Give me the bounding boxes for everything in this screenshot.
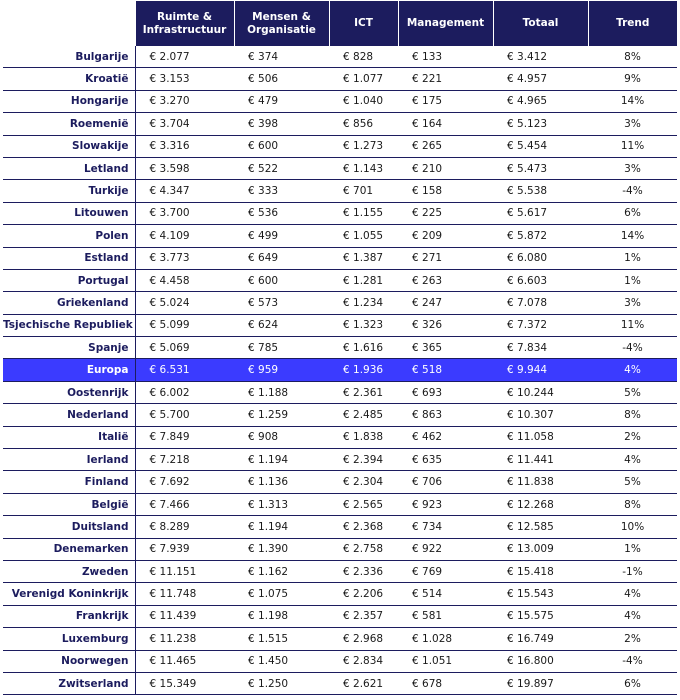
cell-management: € 164 — [398, 113, 493, 135]
cell-ict: € 2.565 — [329, 493, 398, 515]
table-row — [3, 46, 677, 68]
row-country: Ierland — [3, 449, 135, 471]
cell-ict: € 1.323 — [329, 314, 398, 336]
cell-management: € 175 — [398, 90, 493, 112]
cell-trend: 8% — [588, 46, 677, 68]
cell-ruimte: € 4.347 — [135, 180, 234, 202]
cell-mensen: € 499 — [234, 225, 329, 247]
cell-ict: € 701 — [329, 180, 398, 202]
table-row — [3, 359, 677, 381]
row-country: Turkije — [3, 180, 135, 202]
cell-mensen: € 1.390 — [234, 538, 329, 560]
cell-trend: -4% — [588, 180, 677, 202]
row-country: Estland — [3, 247, 135, 269]
table-row — [3, 605, 677, 627]
cell-mensen: € 624 — [234, 314, 329, 336]
table-row — [3, 68, 677, 90]
cell-totaal: € 9.944 — [493, 359, 588, 381]
cell-mensen: € 1.515 — [234, 628, 329, 650]
cell-mensen: € 649 — [234, 247, 329, 269]
cell-mensen: € 522 — [234, 157, 329, 179]
cell-mensen: € 573 — [234, 292, 329, 314]
cell-mensen: € 600 — [234, 269, 329, 291]
header-country — [3, 1, 135, 46]
table-row — [3, 650, 677, 672]
row-country: Finland — [3, 471, 135, 493]
cell-ruimte: € 15.349 — [135, 672, 234, 694]
row-country: Litouwen — [3, 202, 135, 224]
cell-trend: 1% — [588, 247, 677, 269]
table-row — [3, 113, 677, 135]
row-country: Zweden — [3, 560, 135, 582]
header-trend: Trend — [588, 1, 677, 46]
cell-ruimte: € 11.151 — [135, 560, 234, 582]
cell-ict: € 2.394 — [329, 449, 398, 471]
cell-management: € 225 — [398, 202, 493, 224]
cell-management: € 769 — [398, 560, 493, 582]
cell-ruimte: € 6.531 — [135, 359, 234, 381]
table-row — [3, 538, 677, 560]
row-country: Hongarije — [3, 90, 135, 112]
cell-ruimte: € 4.458 — [135, 269, 234, 291]
row-country: Noorwegen — [3, 650, 135, 672]
cell-management: € 1.051 — [398, 650, 493, 672]
cell-trend: 4% — [588, 605, 677, 627]
cell-ict: € 856 — [329, 113, 398, 135]
row-country: Tsjechische Republiek — [3, 314, 135, 336]
cell-management: € 271 — [398, 247, 493, 269]
cell-mensen: € 479 — [234, 90, 329, 112]
cell-trend: 3% — [588, 292, 677, 314]
cell-ruimte: € 7.939 — [135, 538, 234, 560]
row-country: België — [3, 493, 135, 515]
cell-totaal: € 15.575 — [493, 605, 588, 627]
cell-trend: 11% — [588, 135, 677, 157]
cell-ict: € 2.621 — [329, 672, 398, 694]
header-totaal: Totaal — [493, 1, 588, 46]
cell-ruimte: € 3.598 — [135, 157, 234, 179]
cell-ruimte: € 11.748 — [135, 583, 234, 605]
cell-ruimte: € 7.466 — [135, 493, 234, 515]
cell-trend: 5% — [588, 381, 677, 403]
row-country: Griekenland — [3, 292, 135, 314]
table-row — [3, 292, 677, 314]
row-country: Nederland — [3, 404, 135, 426]
cell-mensen: € 398 — [234, 113, 329, 135]
cell-totaal: € 15.543 — [493, 583, 588, 605]
cell-management: € 863 — [398, 404, 493, 426]
cell-ict: € 1.077 — [329, 68, 398, 90]
cell-mensen: € 785 — [234, 337, 329, 359]
table-header — [3, 1, 677, 46]
row-country: Italië — [3, 426, 135, 448]
row-country: Bulgarije — [3, 46, 135, 68]
row-country: Denemarken — [3, 538, 135, 560]
row-country: Roemenië — [3, 113, 135, 135]
cell-management: € 922 — [398, 538, 493, 560]
cell-mensen: € 1.136 — [234, 471, 329, 493]
cell-mensen: € 1.194 — [234, 449, 329, 471]
cell-totaal: € 5.454 — [493, 135, 588, 157]
cell-mensen: € 536 — [234, 202, 329, 224]
cell-totaal: € 10.307 — [493, 404, 588, 426]
table-row — [3, 314, 677, 336]
cell-ict: € 2.368 — [329, 516, 398, 538]
table-row — [3, 672, 677, 694]
cell-totaal: € 15.418 — [493, 560, 588, 582]
cell-mensen: € 959 — [234, 359, 329, 381]
table-row — [3, 426, 677, 448]
cell-ict: € 1.234 — [329, 292, 398, 314]
cell-ict: € 1.936 — [329, 359, 398, 381]
cell-totaal: € 11.058 — [493, 426, 588, 448]
cell-ruimte: € 5.069 — [135, 337, 234, 359]
cell-ruimte: € 11.439 — [135, 605, 234, 627]
cell-ict: € 2.834 — [329, 650, 398, 672]
cell-totaal: € 7.372 — [493, 314, 588, 336]
table-row — [3, 449, 677, 471]
cell-mensen: € 1.188 — [234, 381, 329, 403]
table-row — [3, 583, 677, 605]
cell-trend: 2% — [588, 426, 677, 448]
cell-totaal: € 12.585 — [493, 516, 588, 538]
cell-trend: 6% — [588, 672, 677, 694]
row-country: Oostenrijk — [3, 381, 135, 403]
header-mensen: Mensen & Organisatie — [234, 1, 329, 46]
cell-ict: € 1.387 — [329, 247, 398, 269]
row-country: Kroatië — [3, 68, 135, 90]
cell-trend: 4% — [588, 449, 677, 471]
cell-ruimte: € 5.024 — [135, 292, 234, 314]
cell-trend: 8% — [588, 493, 677, 515]
cell-ict: € 2.758 — [329, 538, 398, 560]
cell-trend: 9% — [588, 68, 677, 90]
cell-ict: € 2.361 — [329, 381, 398, 403]
cell-management: € 514 — [398, 583, 493, 605]
cell-trend: 2% — [588, 628, 677, 650]
cell-ruimte: € 3.316 — [135, 135, 234, 157]
cell-ict: € 1.055 — [329, 225, 398, 247]
table-row — [3, 180, 677, 202]
cell-ict: € 1.273 — [329, 135, 398, 157]
cell-management: € 263 — [398, 269, 493, 291]
cell-ruimte: € 2.077 — [135, 46, 234, 68]
cell-totaal: € 11.441 — [493, 449, 588, 471]
cell-management: € 326 — [398, 314, 493, 336]
cell-trend: 3% — [588, 113, 677, 135]
cell-trend: 14% — [588, 225, 677, 247]
cell-mensen: € 374 — [234, 46, 329, 68]
table-row — [3, 157, 677, 179]
cell-management: € 210 — [398, 157, 493, 179]
cell-mensen: € 1.450 — [234, 650, 329, 672]
row-country: Zwitserland — [3, 672, 135, 694]
row-country: Slowakije — [3, 135, 135, 157]
cell-totaal: € 7.078 — [493, 292, 588, 314]
table-row — [3, 381, 677, 403]
cell-ruimte: € 8.289 — [135, 516, 234, 538]
cell-totaal: € 11.838 — [493, 471, 588, 493]
cell-mensen: € 1.198 — [234, 605, 329, 627]
cell-totaal: € 19.897 — [493, 672, 588, 694]
cell-mensen: € 506 — [234, 68, 329, 90]
cell-ruimte: € 5.700 — [135, 404, 234, 426]
cell-totaal: € 13.009 — [493, 538, 588, 560]
cell-totaal: € 3.412 — [493, 46, 588, 68]
cell-trend: -4% — [588, 650, 677, 672]
header-ruimte: Ruimte & Infrastructuur — [135, 1, 234, 46]
row-country: Portugal — [3, 269, 135, 291]
cell-totaal: € 5.617 — [493, 202, 588, 224]
header-management: Management — [398, 1, 493, 46]
cell-ict: € 1.838 — [329, 426, 398, 448]
cell-totaal: € 5.538 — [493, 180, 588, 202]
cell-management: € 209 — [398, 225, 493, 247]
cell-management: € 221 — [398, 68, 493, 90]
cell-ict: € 2.304 — [329, 471, 398, 493]
table-row — [3, 225, 677, 247]
cell-totaal: € 5.872 — [493, 225, 588, 247]
table-row — [3, 404, 677, 426]
cell-trend: 10% — [588, 516, 677, 538]
cell-trend: 4% — [588, 583, 677, 605]
cell-ruimte: € 4.109 — [135, 225, 234, 247]
cell-ict: € 1.040 — [329, 90, 398, 112]
cell-trend: -1% — [588, 560, 677, 582]
cell-trend: 14% — [588, 90, 677, 112]
row-country: Verenigd Koninkrijk — [3, 583, 135, 605]
cell-ict: € 1.155 — [329, 202, 398, 224]
cell-ict: € 2.357 — [329, 605, 398, 627]
cell-mensen: € 1.162 — [234, 560, 329, 582]
table-row — [3, 337, 677, 359]
cell-trend: 8% — [588, 404, 677, 426]
cell-management: € 158 — [398, 180, 493, 202]
cell-trend: 6% — [588, 202, 677, 224]
table-row — [3, 493, 677, 515]
row-country: Europa — [3, 359, 135, 381]
cell-management: € 581 — [398, 605, 493, 627]
cell-management: € 247 — [398, 292, 493, 314]
cell-totaal: € 16.749 — [493, 628, 588, 650]
cell-management: € 635 — [398, 449, 493, 471]
cell-management: € 734 — [398, 516, 493, 538]
cell-ict: € 2.336 — [329, 560, 398, 582]
row-country: Letland — [3, 157, 135, 179]
table-row — [3, 90, 677, 112]
cell-management: € 365 — [398, 337, 493, 359]
cell-ruimte: € 3.700 — [135, 202, 234, 224]
row-country: Polen — [3, 225, 135, 247]
cell-ruimte: € 11.465 — [135, 650, 234, 672]
cell-mensen: € 600 — [234, 135, 329, 157]
cell-ruimte: € 7.849 — [135, 426, 234, 448]
table-row — [3, 269, 677, 291]
cell-totaal: € 10.244 — [493, 381, 588, 403]
cell-ruimte: € 11.238 — [135, 628, 234, 650]
cell-ict: € 2.968 — [329, 628, 398, 650]
cell-mensen: € 1.250 — [234, 672, 329, 694]
cell-management: € 706 — [398, 471, 493, 493]
cell-mensen: € 1.259 — [234, 404, 329, 426]
cell-trend: -4% — [588, 337, 677, 359]
cell-management: € 518 — [398, 359, 493, 381]
cell-ict: € 1.143 — [329, 157, 398, 179]
cell-mensen: € 1.194 — [234, 516, 329, 538]
header-ict: ICT — [329, 1, 398, 46]
cell-management: € 1.028 — [398, 628, 493, 650]
cell-management: € 265 — [398, 135, 493, 157]
cell-ict: € 828 — [329, 46, 398, 68]
table-row — [3, 247, 677, 269]
cell-totaal: € 7.834 — [493, 337, 588, 359]
cell-management: € 133 — [398, 46, 493, 68]
cell-totaal: € 16.800 — [493, 650, 588, 672]
cell-ict: € 1.281 — [329, 269, 398, 291]
cell-ruimte: € 3.773 — [135, 247, 234, 269]
header-row — [3, 1, 677, 46]
cell-mensen: € 1.313 — [234, 493, 329, 515]
table-row — [3, 628, 677, 650]
cell-ruimte: € 3.270 — [135, 90, 234, 112]
cell-totaal: € 5.123 — [493, 113, 588, 135]
cell-totaal: € 5.473 — [493, 157, 588, 179]
cell-totaal: € 6.080 — [493, 247, 588, 269]
row-country: Spanje — [3, 337, 135, 359]
cell-trend: 3% — [588, 157, 677, 179]
cost-table — [3, 1, 677, 695]
cell-totaal: € 6.603 — [493, 269, 588, 291]
row-country: Duitsland — [3, 516, 135, 538]
row-country: Frankrijk — [3, 605, 135, 627]
cell-ruimte: € 5.099 — [135, 314, 234, 336]
cell-trend: 1% — [588, 538, 677, 560]
cell-management: € 678 — [398, 672, 493, 694]
cell-ruimte: € 7.218 — [135, 449, 234, 471]
cell-totaal: € 12.268 — [493, 493, 588, 515]
cell-ict: € 1.616 — [329, 337, 398, 359]
table-row — [3, 202, 677, 224]
cell-mensen: € 333 — [234, 180, 329, 202]
table-row — [3, 471, 677, 493]
cell-ruimte: € 3.704 — [135, 113, 234, 135]
cell-trend: 5% — [588, 471, 677, 493]
table-row — [3, 560, 677, 582]
cell-management: € 923 — [398, 493, 493, 515]
cell-trend: 1% — [588, 269, 677, 291]
cell-trend: 11% — [588, 314, 677, 336]
cell-totaal: € 4.965 — [493, 90, 588, 112]
cell-ruimte: € 6.002 — [135, 381, 234, 403]
cell-ict: € 2.485 — [329, 404, 398, 426]
cell-totaal: € 4.957 — [493, 68, 588, 90]
cell-management: € 693 — [398, 381, 493, 403]
table-row — [3, 135, 677, 157]
cell-ruimte: € 7.692 — [135, 471, 234, 493]
cell-management: € 462 — [398, 426, 493, 448]
cell-trend: 4% — [588, 359, 677, 381]
cell-ruimte: € 3.153 — [135, 68, 234, 90]
row-country: Luxemburg — [3, 628, 135, 650]
cell-mensen: € 1.075 — [234, 583, 329, 605]
table-body — [3, 46, 677, 695]
table-row — [3, 516, 677, 538]
cell-mensen: € 908 — [234, 426, 329, 448]
cell-ict: € 2.206 — [329, 583, 398, 605]
